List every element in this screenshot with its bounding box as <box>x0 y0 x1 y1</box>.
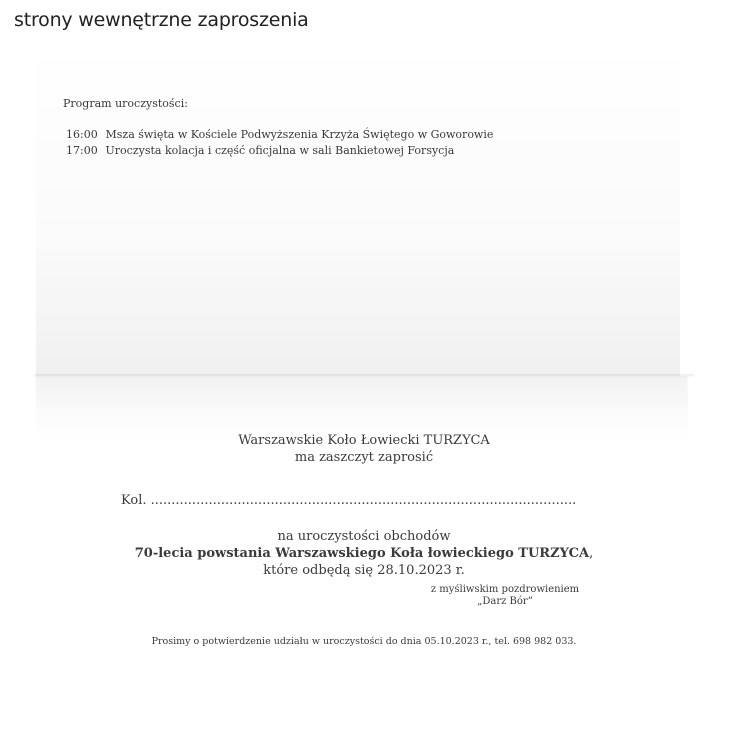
program-item-text: Uroczysta kolacja i część oficjalna w sali Bankietowej Forsycja <box>105 144 455 157</box>
organizer-name: Warszawskie Koło Łowiecki TURZYCA <box>238 433 490 448</box>
rsvp-note: Prosimy o potwierdzenie udziału w uroczystości do dnia 05.10.2023 r., tel. 698 982 033. <box>151 636 577 647</box>
program-item <box>66 127 493 143</box>
program-item-text: Msza święta w Kościele Podwyższenia Krzyża Świętego w Goworowie <box>105 128 494 141</box>
invite-phrase: ma zaszczyt zaprosić <box>294 450 434 465</box>
program-item <box>66 143 493 159</box>
occasion-title-suffix: , <box>589 546 594 561</box>
occasion-date: które odbędą się 28.10.2023 r. <box>263 563 465 578</box>
program-item-time: 16:00 <box>66 128 98 141</box>
greeting-block <box>420 584 590 608</box>
page-caption: strony wewnętrzne zaproszenia <box>14 9 309 31</box>
occasion-title: 70-lecia powstania Warszawskiego Koła łowieckiego TURZYCA <box>134 546 590 561</box>
greeting-motto: „Darz Bór” <box>477 596 533 607</box>
greeting-text: z myśliwskim pozdrowieniem <box>430 584 580 595</box>
program-list <box>66 127 493 159</box>
occasion-intro: na uroczystości obchodów <box>277 529 451 544</box>
program-item-time: 17:00 <box>66 144 98 157</box>
invitation-top-page <box>36 46 680 376</box>
occasion-title-line <box>34 545 694 562</box>
guest-name-line: Kol. ....................................................................................................... <box>121 493 577 508</box>
fold-line <box>34 374 694 378</box>
program-heading: Program uroczystości: <box>63 97 188 110</box>
organizer-block <box>34 432 694 466</box>
occasion-block <box>34 528 694 579</box>
